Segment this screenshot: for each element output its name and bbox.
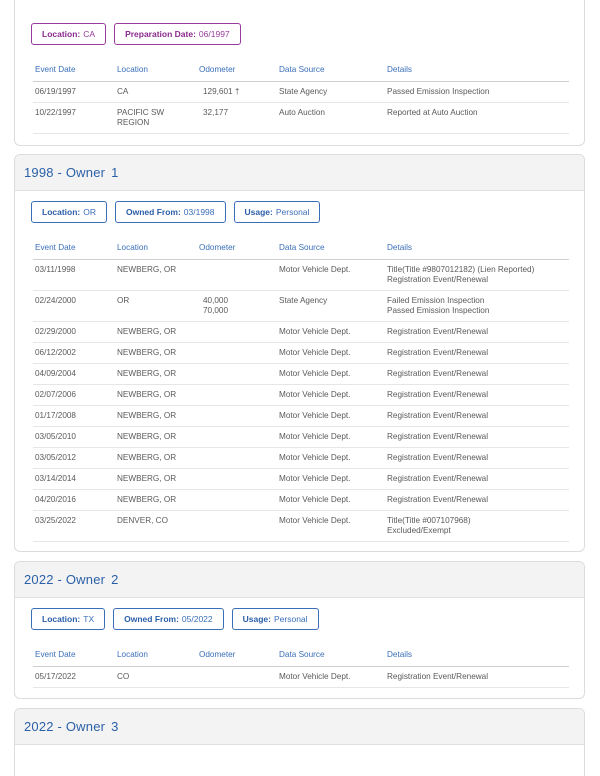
cell-details: Title(Title #007107968) Excluded/Exempt (385, 510, 569, 541)
cell-location: OR (115, 290, 197, 321)
cell-event-date: 02/07/2006 (33, 384, 115, 405)
owner2-chips (31, 608, 319, 630)
owner1-title: 1998 - Owner 1 (24, 165, 119, 180)
cell-data-source: Motor Vehicle Dept. (277, 405, 385, 426)
owned-from-chip: Owned From: 03/1998 (115, 201, 226, 223)
owned-from-chip: Owned From: 05/2022 (113, 608, 224, 630)
table-row (33, 259, 569, 290)
cell-location: NEWBERG, OR (115, 405, 197, 426)
cell-odometer (197, 510, 277, 541)
top-events-table (33, 59, 569, 134)
cell-odometer (197, 426, 277, 447)
cell-data-source: State Agency (277, 81, 385, 102)
cell-event-date: 03/05/2010 (33, 426, 115, 447)
owner3-title: 2022 - Owner 3 (24, 719, 119, 734)
cell-details: Registration Event/Renewal (385, 363, 569, 384)
owner2-rows (33, 666, 569, 687)
top-rows (33, 81, 569, 133)
cell-event-date: 04/20/2016 (33, 489, 115, 510)
usage-chip: Usage: Personal (234, 201, 321, 223)
cell-details: Registration Event/Renewal (385, 384, 569, 405)
table-row (33, 666, 569, 687)
cell-odometer (197, 447, 277, 468)
cell-details: Reported at Auto Auction (385, 102, 569, 133)
cell-location: CA (115, 81, 197, 102)
cell-details: Registration Event/Renewal (385, 489, 569, 510)
cell-location: NEWBERG, OR (115, 489, 197, 510)
cell-odometer (197, 321, 277, 342)
cell-data-source: Motor Vehicle Dept. (277, 510, 385, 541)
table-row (33, 405, 569, 426)
col-data-source: Data Source (277, 59, 385, 81)
cell-location: DENVER, CO (115, 510, 197, 541)
cell-odometer (197, 666, 277, 687)
cell-data-source: Motor Vehicle Dept. (277, 447, 385, 468)
col-details: Details (385, 59, 569, 81)
table-row (33, 489, 569, 510)
owner1-card (14, 154, 585, 552)
cell-details: Title(Title #9807012182) (Lien Reported) Registration Event/Renewal (385, 259, 569, 290)
cell-event-date: 01/17/2008 (33, 405, 115, 426)
cell-location: NEWBERG, OR (115, 321, 197, 342)
table-row (33, 384, 569, 405)
cell-odometer (197, 384, 277, 405)
location-chip: Location: OR (31, 201, 107, 223)
cell-data-source: Motor Vehicle Dept. (277, 259, 385, 290)
cell-event-date: 02/24/2000 (33, 290, 115, 321)
owner3-header (15, 709, 584, 745)
cell-details: Registration Event/Renewal (385, 342, 569, 363)
cell-odometer (197, 468, 277, 489)
cell-odometer (197, 489, 277, 510)
table-row (33, 363, 569, 384)
col-event-date: Event Date (33, 644, 115, 666)
location-chip: Location: TX (31, 608, 105, 630)
location-chip: Location: CA (31, 23, 106, 45)
table-row (33, 468, 569, 489)
cell-odometer (197, 363, 277, 384)
top-chips (31, 23, 241, 45)
owner2-events-table (33, 644, 569, 688)
cell-data-source: Motor Vehicle Dept. (277, 666, 385, 687)
table-row (33, 81, 569, 102)
cell-location: NEWBERG, OR (115, 426, 197, 447)
col-event-date: Event Date (33, 59, 115, 81)
cell-event-date: 05/17/2022 (33, 666, 115, 687)
cell-odometer: 40,000 70,000 (197, 290, 277, 321)
owner1-chips (31, 201, 320, 223)
cell-odometer (197, 405, 277, 426)
col-details: Details (385, 644, 569, 666)
cell-event-date: 03/14/2014 (33, 468, 115, 489)
cell-data-source: Motor Vehicle Dept. (277, 321, 385, 342)
col-odometer: Odometer (197, 237, 277, 259)
table-row (33, 290, 569, 321)
owner1-rows (33, 259, 569, 541)
cell-event-date: 03/11/1998 (33, 259, 115, 290)
usage-chip: Usage: Personal (232, 608, 319, 630)
cell-data-source: Motor Vehicle Dept. (277, 342, 385, 363)
cell-data-source: Motor Vehicle Dept. (277, 363, 385, 384)
col-odometer: Odometer (197, 59, 277, 81)
table-row (33, 510, 569, 541)
cell-odometer (197, 342, 277, 363)
cell-details: Registration Event/Renewal (385, 405, 569, 426)
owner3-card (14, 708, 585, 776)
cell-event-date: 06/12/2002 (33, 342, 115, 363)
table-row (33, 321, 569, 342)
owner1-header (15, 155, 584, 191)
cell-data-source: State Agency (277, 290, 385, 321)
col-details: Details (385, 237, 569, 259)
cell-location: NEWBERG, OR (115, 259, 197, 290)
owner2-title: 2022 - Owner 2 (24, 572, 119, 587)
top-section-card (14, 0, 585, 146)
cell-event-date: 03/25/2022 (33, 510, 115, 541)
owner1-events-table (33, 237, 569, 542)
cell-event-date: 04/09/2004 (33, 363, 115, 384)
owner2-header (15, 562, 584, 598)
cell-details: Failed Emission Inspection Passed Emission Inspection (385, 290, 569, 321)
cell-odometer: 129,601 † (197, 81, 277, 102)
cell-location: NEWBERG, OR (115, 468, 197, 489)
cell-location: NEWBERG, OR (115, 342, 197, 363)
cell-details: Registration Event/Renewal (385, 426, 569, 447)
table-row (33, 447, 569, 468)
preparation-date-chip: Preparation Date: 06/1997 (114, 23, 241, 45)
cell-location: NEWBERG, OR (115, 447, 197, 468)
col-data-source: Data Source (277, 237, 385, 259)
cell-details: Registration Event/Renewal (385, 666, 569, 687)
cell-event-date: 03/05/2012 (33, 447, 115, 468)
cell-location: PACIFIC SW REGION (115, 102, 197, 133)
cell-data-source: Motor Vehicle Dept. (277, 426, 385, 447)
cell-details: Registration Event/Renewal (385, 468, 569, 489)
col-odometer: Odometer (197, 644, 277, 666)
col-data-source: Data Source (277, 644, 385, 666)
cell-event-date: 10/22/1997 (33, 102, 115, 133)
cell-location: NEWBERG, OR (115, 363, 197, 384)
cell-location: NEWBERG, OR (115, 384, 197, 405)
owner2-card (14, 561, 585, 699)
table-row (33, 342, 569, 363)
col-event-date: Event Date (33, 237, 115, 259)
cell-details: Registration Event/Renewal (385, 447, 569, 468)
cell-details: Registration Event/Renewal (385, 321, 569, 342)
cell-data-source: Motor Vehicle Dept. (277, 489, 385, 510)
cell-data-source: Motor Vehicle Dept. (277, 468, 385, 489)
cell-event-date: 02/29/2000 (33, 321, 115, 342)
cell-location: CO (115, 666, 197, 687)
cell-details: Passed Emission Inspection (385, 81, 569, 102)
table-row (33, 102, 569, 133)
cell-data-source: Auto Auction (277, 102, 385, 133)
table-row (33, 426, 569, 447)
cell-odometer (197, 259, 277, 290)
cell-odometer: 32,177 (197, 102, 277, 133)
cell-event-date: 06/19/1997 (33, 81, 115, 102)
col-location: Location (115, 644, 197, 666)
cell-data-source: Motor Vehicle Dept. (277, 384, 385, 405)
col-location: Location (115, 59, 197, 81)
col-location: Location (115, 237, 197, 259)
